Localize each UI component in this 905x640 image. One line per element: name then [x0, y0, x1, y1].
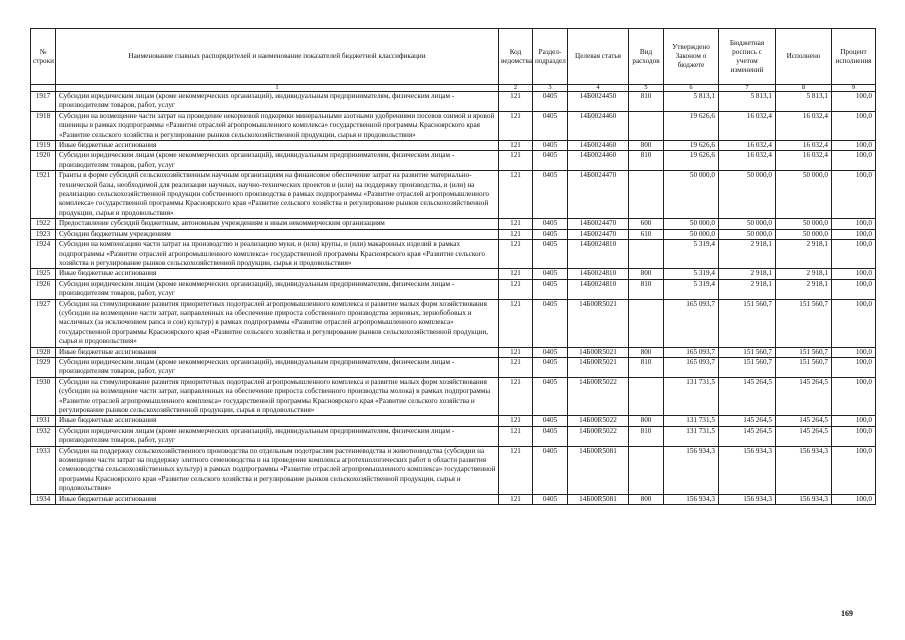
header-cell: Раздел-подраздел: [533, 29, 568, 85]
budget-list-amount-cell: 16 032,4: [719, 111, 776, 140]
executed-amount-cell: 50 000,0: [776, 219, 832, 229]
column-number: 3: [533, 85, 568, 92]
department-code-cell: 121: [499, 151, 533, 171]
department-code-cell: 121: [499, 111, 533, 140]
expense-type-cell: [629, 446, 664, 494]
approved-amount-cell: 165 093,7: [664, 299, 719, 347]
column-number: 9: [832, 85, 876, 92]
department-code-cell: 121: [499, 299, 533, 347]
table-row: [31, 219, 876, 229]
section-cell: 0405: [533, 111, 568, 140]
section-cell: 0405: [533, 494, 568, 504]
budget-list-amount-cell: 151 560,7: [719, 347, 776, 357]
indicator-name-cell: Предоставление субсидий бюджетным, автономным учреждениям и иным некоммерческим организациям: [56, 219, 499, 229]
target-article-cell: 14Б0024460: [568, 151, 629, 171]
table-row: [31, 446, 876, 494]
approved-amount-cell: 5 319,4: [664, 269, 719, 279]
target-article-cell: 14Б0024810: [568, 240, 629, 269]
approved-amount-cell: 156 934,3: [664, 446, 719, 494]
row-number-cell: 1917: [31, 92, 56, 112]
executed-amount-cell: 5 813,1: [776, 92, 832, 112]
department-code-cell: 121: [499, 377, 533, 416]
expense-type-cell: 800: [629, 494, 664, 504]
executed-amount-cell: 16 032,4: [776, 141, 832, 151]
page-number: 169: [841, 609, 853, 618]
executed-amount-cell: 2 918,1: [776, 269, 832, 279]
row-number-cell: 1934: [31, 494, 56, 504]
column-number-row: [31, 85, 876, 92]
budget-list-amount-cell: 156 934,3: [719, 446, 776, 494]
row-number-cell: 1930: [31, 377, 56, 416]
header-cell: № строки: [31, 29, 56, 85]
execution-percent-cell: 100,0: [832, 240, 876, 269]
header-row: [31, 29, 876, 85]
target-article-cell: 14Б0024810: [568, 269, 629, 279]
execution-percent-cell: 100,0: [832, 279, 876, 299]
indicator-name-cell: Субсидии на стимулирование развития приоритетных подотраслей агропромышленного комплекса и развитие малых форм хозяйствования (субсидии на возмещение части затрат, направленных на обеспечение прироста собственного производства зерновых, зернобобовых и масличных (за исключением рапса и сои) культур) в рамках подпрограммы «Развитие отраслей агропромышленного комплекса» государственной программы Красноярского края «Развитие сельского хозяйства и регулирование рынков сельскохозяйственной продукции, сырья и продовольствия»: [56, 299, 499, 347]
section-cell: 0405: [533, 377, 568, 416]
header-cell: Код ведомства: [499, 29, 533, 85]
header-cell: Исполнено: [776, 29, 832, 85]
budget-list-amount-cell: 50 000,0: [719, 219, 776, 229]
execution-percent-cell: 100,0: [832, 141, 876, 151]
executed-amount-cell: 2 918,1: [776, 279, 832, 299]
target-article-cell: 14Б00R5021: [568, 347, 629, 357]
execution-percent-cell: 100,0: [832, 377, 876, 416]
header-cell: Процент исполнения: [832, 29, 876, 85]
execution-percent-cell: 100,0: [832, 494, 876, 504]
approved-amount-cell: 131 731,5: [664, 377, 719, 416]
budget-table: [30, 28, 876, 505]
row-number-cell: 1923: [31, 229, 56, 239]
table-row: [31, 240, 876, 269]
indicator-name-cell: Иные бюджетные ассигнования: [56, 141, 499, 151]
indicator-name-cell: Субсидии на компенсацию части затрат на производство и реализацию муки, и (или) крупы, и (или) макаронных изделий в рамках подпрограммы «Развитие отраслей агропромышленного комплекса» государственной программы Красноярского края «Развитие сельского хозяйства и регулирование рынков сельскохозяйственной продукции, сырья и продовольствия»: [56, 240, 499, 269]
approved-amount-cell: 156 934,3: [664, 494, 719, 504]
table-row: [31, 92, 876, 112]
department-code-cell: 121: [499, 240, 533, 269]
section-cell: 0405: [533, 269, 568, 279]
target-article-cell: 14Б00R5081: [568, 446, 629, 494]
table-row: [31, 229, 876, 239]
section-cell: 0405: [533, 416, 568, 426]
expense-type-cell: [629, 171, 664, 219]
table-row: [31, 494, 876, 504]
target-article-cell: 14Б0024810: [568, 279, 629, 299]
table-row: [31, 347, 876, 357]
section-cell: 0405: [533, 151, 568, 171]
expense-type-cell: 810: [629, 92, 664, 112]
expense-type-cell: 600: [629, 219, 664, 229]
indicator-name-cell: Иные бюджетные ассигнования: [56, 494, 499, 504]
department-code-cell: 121: [499, 416, 533, 426]
execution-percent-cell: 100,0: [832, 347, 876, 357]
executed-amount-cell: 156 934,3: [776, 446, 832, 494]
indicator-name-cell: Субсидии на поддержку сельскохозяйственного производства по отдельным подотраслям растениеводства и животноводства (субсидии на возмещение части затрат на поддержку элитного семеноводства и на проведение комплекса агротехнологических работ в области развития семеноводства сельскохозяйственных культур) в рамках подпрограммы «Развитие отраслей агропромышленного комплекса» государственной программы Красноярского края «Развитие сельского хозяйства и регулирование рынков сельскохозяйственной продукции, сырья и продовольствия»: [56, 446, 499, 494]
department-code-cell: 121: [499, 426, 533, 446]
executed-amount-cell: 151 560,7: [776, 357, 832, 377]
approved-amount-cell: 165 093,7: [664, 347, 719, 357]
expense-type-cell: [629, 111, 664, 140]
budget-list-amount-cell: 151 560,7: [719, 357, 776, 377]
column-number: 6: [664, 85, 719, 92]
department-code-cell: 121: [499, 269, 533, 279]
execution-percent-cell: 100,0: [832, 446, 876, 494]
indicator-name-cell: Субсидии юридическим лицам (кроме некоммерческих организаций), индивидуальным предпринимателям, физическим лицам - производителям товаров, работ, услуг: [56, 357, 499, 377]
execution-percent-cell: 100,0: [832, 416, 876, 426]
target-article-cell: 14Б00R5081: [568, 494, 629, 504]
section-cell: 0405: [533, 279, 568, 299]
row-number-cell: 1919: [31, 141, 56, 151]
expense-type-cell: 800: [629, 141, 664, 151]
row-number-cell: 1920: [31, 151, 56, 171]
column-number: 8: [776, 85, 832, 92]
table-row: [31, 279, 876, 299]
indicator-name-cell: Субсидии на возмещение части затрат на проведение некорневой подкормки минеральными азотными удобрениями посевов озимой и яровой пшеницы в рамках подпрограммы «Развитие отраслей агропромышленного комплекса» государственной программы Красноярского края «Развитие сельского хозяйства и регулирование рынков сельскохозяйственной продукции, сырья и продовольствия»: [56, 111, 499, 140]
section-cell: 0405: [533, 446, 568, 494]
budget-list-amount-cell: 5 813,1: [719, 92, 776, 112]
indicator-name-cell: Иные бюджетные ассигнования: [56, 347, 499, 357]
section-cell: 0405: [533, 141, 568, 151]
indicator-name-cell: Иные бюджетные ассигнования: [56, 269, 499, 279]
budget-list-amount-cell: 16 032,4: [719, 141, 776, 151]
execution-percent-cell: 100,0: [832, 299, 876, 347]
row-number-cell: 1929: [31, 357, 56, 377]
executed-amount-cell: 151 560,7: [776, 299, 832, 347]
budget-list-amount-cell: 145 264,5: [719, 377, 776, 416]
indicator-name-cell: Субсидии юридическим лицам (кроме некоммерческих организаций), индивидуальным предпринимателям, физическим лицам - производителям товаров, работ, услуг: [56, 92, 499, 112]
budget-list-amount-cell: 156 934,3: [719, 494, 776, 504]
executed-amount-cell: 145 264,5: [776, 416, 832, 426]
execution-percent-cell: 100,0: [832, 219, 876, 229]
target-article-cell: 14Б0024450: [568, 92, 629, 112]
executed-amount-cell: 50 000,0: [776, 171, 832, 219]
row-number-cell: 1928: [31, 347, 56, 357]
department-code-cell: 121: [499, 347, 533, 357]
department-code-cell: 121: [499, 494, 533, 504]
indicator-name-cell: Субсидии юридическим лицам (кроме некоммерческих организаций), индивидуальным предпринимателям, физическим лицам - производителям товаров, работ, услуг: [56, 426, 499, 446]
budget-list-amount-cell: 145 264,5: [719, 416, 776, 426]
row-number-cell: 1921: [31, 171, 56, 219]
column-number: 7: [719, 85, 776, 92]
row-number-cell: 1931: [31, 416, 56, 426]
expense-type-cell: [629, 240, 664, 269]
header-cell: Целевая статья: [568, 29, 629, 85]
target-article-cell: 14Б0024470: [568, 219, 629, 229]
approved-amount-cell: 5 813,1: [664, 92, 719, 112]
approved-amount-cell: 5 319,4: [664, 240, 719, 269]
section-cell: 0405: [533, 219, 568, 229]
budget-list-amount-cell: 16 032,4: [719, 151, 776, 171]
department-code-cell: 121: [499, 279, 533, 299]
approved-amount-cell: 50 000,0: [664, 171, 719, 219]
section-cell: 0405: [533, 357, 568, 377]
department-code-cell: 121: [499, 141, 533, 151]
executed-amount-cell: 145 264,5: [776, 377, 832, 416]
execution-percent-cell: 100,0: [832, 357, 876, 377]
row-number-cell: 1918: [31, 111, 56, 140]
row-number-cell: 1924: [31, 240, 56, 269]
table-row: [31, 377, 876, 416]
indicator-name-cell: Субсидии бюджетным учреждениям: [56, 229, 499, 239]
budget-list-amount-cell: 2 918,1: [719, 240, 776, 269]
department-code-cell: 121: [499, 446, 533, 494]
execution-percent-cell: 100,0: [832, 171, 876, 219]
target-article-cell: 14Б0024470: [568, 171, 629, 219]
section-cell: 0405: [533, 347, 568, 357]
section-cell: 0405: [533, 426, 568, 446]
row-number-cell: 1927: [31, 299, 56, 347]
expense-type-cell: [629, 299, 664, 347]
table-row: [31, 111, 876, 140]
budget-table-sheet: [30, 28, 875, 505]
section-cell: 0405: [533, 240, 568, 269]
budget-list-amount-cell: 50 000,0: [719, 171, 776, 219]
expense-type-cell: 810: [629, 279, 664, 299]
expense-type-cell: [629, 377, 664, 416]
table-row: [31, 269, 876, 279]
expense-type-cell: 810: [629, 426, 664, 446]
indicator-name-cell: Гранты в форме субсидий сельскохозяйственным научным организациям на финансовое обеспечение затрат на развитие материально-технической базы, необходимой для реализации научных, научно-технических проектов и (или) на поддержку производства, и (или) на реализацию сельскохозяйственной продукции собственного производства в рамках подпрограммы «Развитие отраслей агропромышленного комплекса» государственной программы Красноярского края «Развитие сельского хозяйства и регулирование рынков сельскохозяйственной продукции, сырья и продовольствия»: [56, 171, 499, 219]
execution-percent-cell: 100,0: [832, 426, 876, 446]
budget-list-amount-cell: 145 264,5: [719, 426, 776, 446]
table-row: [31, 299, 876, 347]
expense-type-cell: 800: [629, 269, 664, 279]
department-code-cell: 121: [499, 229, 533, 239]
approved-amount-cell: 50 000,0: [664, 229, 719, 239]
row-number-cell: 1933: [31, 446, 56, 494]
department-code-cell: 121: [499, 219, 533, 229]
row-number-cell: 1922: [31, 219, 56, 229]
row-number-cell: 1932: [31, 426, 56, 446]
target-article-cell: 14Б0024460: [568, 111, 629, 140]
column-number: 5: [629, 85, 664, 92]
header-cell: Наименование главных распорядителей и наименование показателей бюджетной классификации: [56, 29, 499, 85]
target-article-cell: 14Б00R5022: [568, 377, 629, 416]
approved-amount-cell: 165 093,7: [664, 357, 719, 377]
budget-list-amount-cell: 151 560,7: [719, 299, 776, 347]
table-body: [31, 92, 876, 505]
executed-amount-cell: 151 560,7: [776, 347, 832, 357]
executed-amount-cell: 145 264,5: [776, 426, 832, 446]
executed-amount-cell: 16 032,4: [776, 151, 832, 171]
target-article-cell: 14Б0024470: [568, 229, 629, 239]
section-cell: 0405: [533, 92, 568, 112]
header-cell: Вид расходов: [629, 29, 664, 85]
approved-amount-cell: 5 319,4: [664, 279, 719, 299]
budget-list-amount-cell: 2 918,1: [719, 269, 776, 279]
header-cell: Бюджетная роспись с учетом изменений: [719, 29, 776, 85]
table-row: [31, 171, 876, 219]
row-number-cell: 1926: [31, 279, 56, 299]
table-row: [31, 151, 876, 171]
execution-percent-cell: 100,0: [832, 92, 876, 112]
column-number: 1: [56, 85, 499, 92]
execution-percent-cell: 100,0: [832, 111, 876, 140]
executed-amount-cell: 2 918,1: [776, 240, 832, 269]
column-number: [31, 85, 56, 92]
expense-type-cell: 800: [629, 347, 664, 357]
section-cell: 0405: [533, 171, 568, 219]
department-code-cell: 121: [499, 357, 533, 377]
table-row: [31, 426, 876, 446]
indicator-name-cell: Субсидии юридическим лицам (кроме некоммерческих организаций), индивидуальным предпринимателям, физическим лицам - производителям товаров, работ, услуг: [56, 279, 499, 299]
expense-type-cell: 810: [629, 151, 664, 171]
expense-type-cell: 810: [629, 357, 664, 377]
table-row: [31, 357, 876, 377]
approved-amount-cell: 19 626,6: [664, 141, 719, 151]
expense-type-cell: 800: [629, 416, 664, 426]
target-article-cell: 14Б00R5021: [568, 357, 629, 377]
execution-percent-cell: 100,0: [832, 151, 876, 171]
executed-amount-cell: 156 934,3: [776, 494, 832, 504]
department-code-cell: 121: [499, 92, 533, 112]
approved-amount-cell: 131 731,5: [664, 426, 719, 446]
target-article-cell: 14Б00R5022: [568, 426, 629, 446]
table-row: [31, 416, 876, 426]
table-row: [31, 141, 876, 151]
column-number: 4: [568, 85, 629, 92]
indicator-name-cell: Субсидии на стимулирование развития приоритетных подотраслей агропромышленного комплекса и развитие малых форм хозяйствования (субсидии на возмещение части затрат, направленных на обеспечение прироста собственного производства молока) в рамках подпрограммы «Развитие отраслей агропромышленного комплекса» государственной программы Красноярского края «Развитие сельского хозяйства и регулирование рынков сельскохозяйственной продукции, сырья и продовольствия»: [56, 377, 499, 416]
budget-list-amount-cell: 2 918,1: [719, 279, 776, 299]
indicator-name-cell: Субсидии юридическим лицам (кроме некоммерческих организаций), индивидуальным предпринимателям, физическим лицам - производителям товаров, работ, услуг: [56, 151, 499, 171]
budget-list-amount-cell: 50 000,0: [719, 229, 776, 239]
approved-amount-cell: 50 000,0: [664, 219, 719, 229]
target-article-cell: 14Б00R5021: [568, 299, 629, 347]
executed-amount-cell: 16 032,4: [776, 111, 832, 140]
approved-amount-cell: 131 731,5: [664, 416, 719, 426]
approved-amount-cell: 19 626,6: [664, 111, 719, 140]
indicator-name-cell: Иные бюджетные ассигнования: [56, 416, 499, 426]
executed-amount-cell: 50 000,0: [776, 229, 832, 239]
section-cell: 0405: [533, 299, 568, 347]
execution-percent-cell: 100,0: [832, 229, 876, 239]
expense-type-cell: 610: [629, 229, 664, 239]
department-code-cell: 121: [499, 171, 533, 219]
target-article-cell: 14Б00R5022: [568, 416, 629, 426]
execution-percent-cell: 100,0: [832, 269, 876, 279]
column-number: 2: [499, 85, 533, 92]
section-cell: 0405: [533, 229, 568, 239]
header-cell: Утверждено Законом о бюджете: [664, 29, 719, 85]
target-article-cell: 14Б0024460: [568, 141, 629, 151]
row-number-cell: 1925: [31, 269, 56, 279]
approved-amount-cell: 19 626,6: [664, 151, 719, 171]
